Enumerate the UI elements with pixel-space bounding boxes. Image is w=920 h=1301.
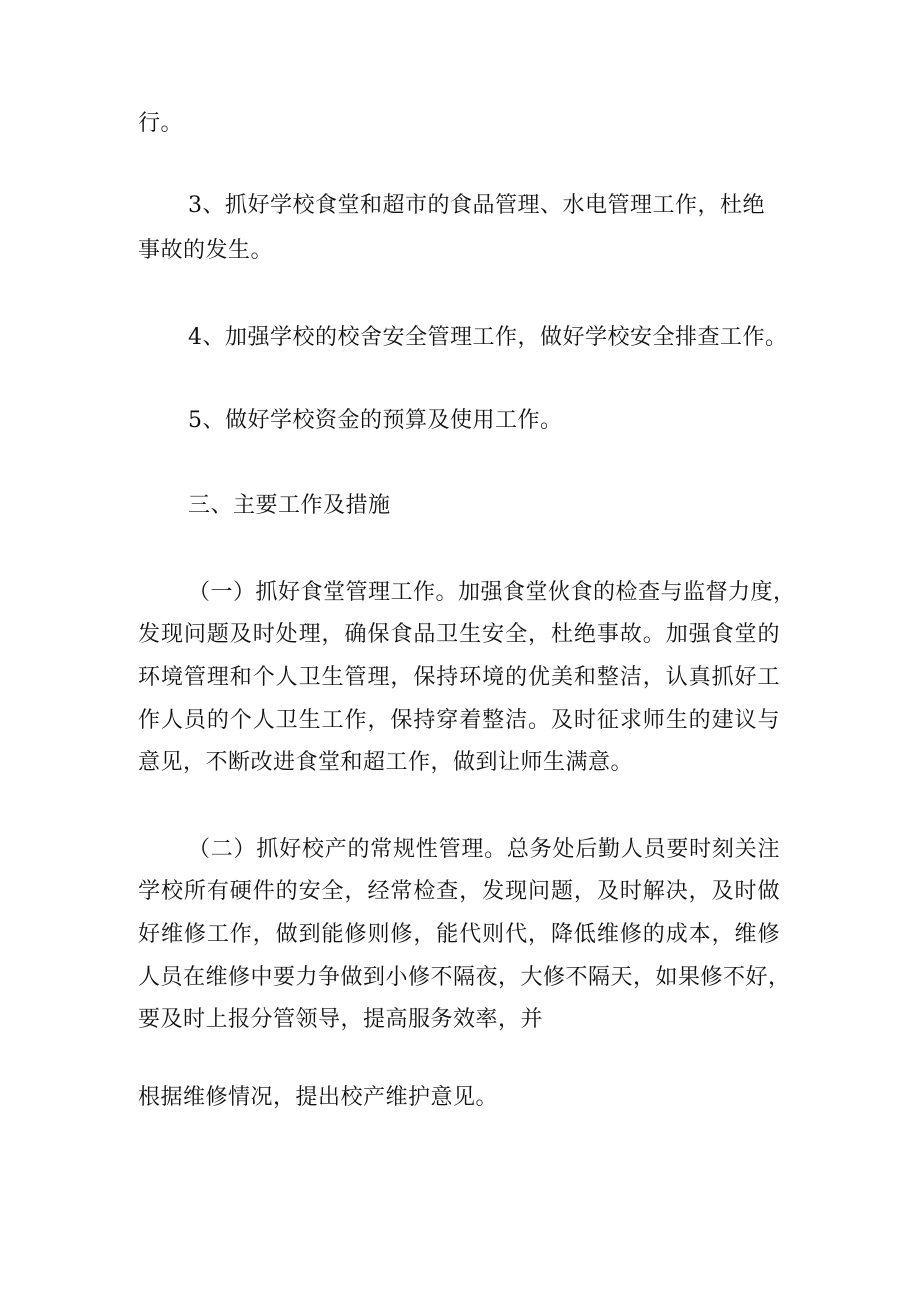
list-item-3-line-1: 3、抓好学校食堂和超市的食品管理、水电管理工作，杜绝	[188, 193, 765, 218]
paragraph-continuation: 行。	[138, 111, 184, 136]
paragraph-1-line-4: 作人员的个人卫生工作，保持穿着整洁。及时征求师生的建议与	[138, 708, 780, 733]
paragraph-2-line-3: 好维修工作，做到能修则修，能代则代，降低维修的成本，维修	[138, 922, 780, 947]
list-item-5: 5、做好学校资金的预算及使用工作。	[188, 408, 563, 433]
paragraph-2-line-4: 人员在维修中要力争做到小修不隔夜，大修不隔天，如果修不好，	[138, 965, 791, 990]
paragraph-1-line-3: 环境管理和个人卫生管理，保持环境的优美和整洁，认真抓好工	[138, 665, 780, 690]
paragraph-1-line-1: （一）抓好食堂管理工作。加强食堂伙食的检查与监督力度，	[188, 580, 796, 605]
paragraph-1-line-2: 发现问题及时处理，确保食品卫生安全，杜绝事故。加强食堂的	[138, 622, 780, 647]
paragraph-1-line-5: 意见，不断改进食堂和超工作，做到让师生满意。	[138, 750, 634, 775]
paragraph-2-continuation: 根据维修情况，提出校产维护意见。	[138, 1085, 499, 1110]
paragraph-2-line-2: 学校所有硬件的安全，经常检查，发现问题，及时解决，及时做	[138, 879, 780, 904]
section-heading: 三、主要工作及措施	[188, 493, 391, 518]
paragraph-2-line-5: 要及时上报分管领导，提高服务效率，并	[138, 1007, 544, 1032]
list-item-3-line-2: 事故的发生。	[138, 238, 274, 263]
paragraph-2-line-1: （二）抓好校产的常规性管理。总务处后勤人员要时刻关注	[188, 837, 780, 862]
list-item-4: 4、加强学校的校舍安全管理工作，做好学校安全排查工作。	[188, 325, 788, 350]
